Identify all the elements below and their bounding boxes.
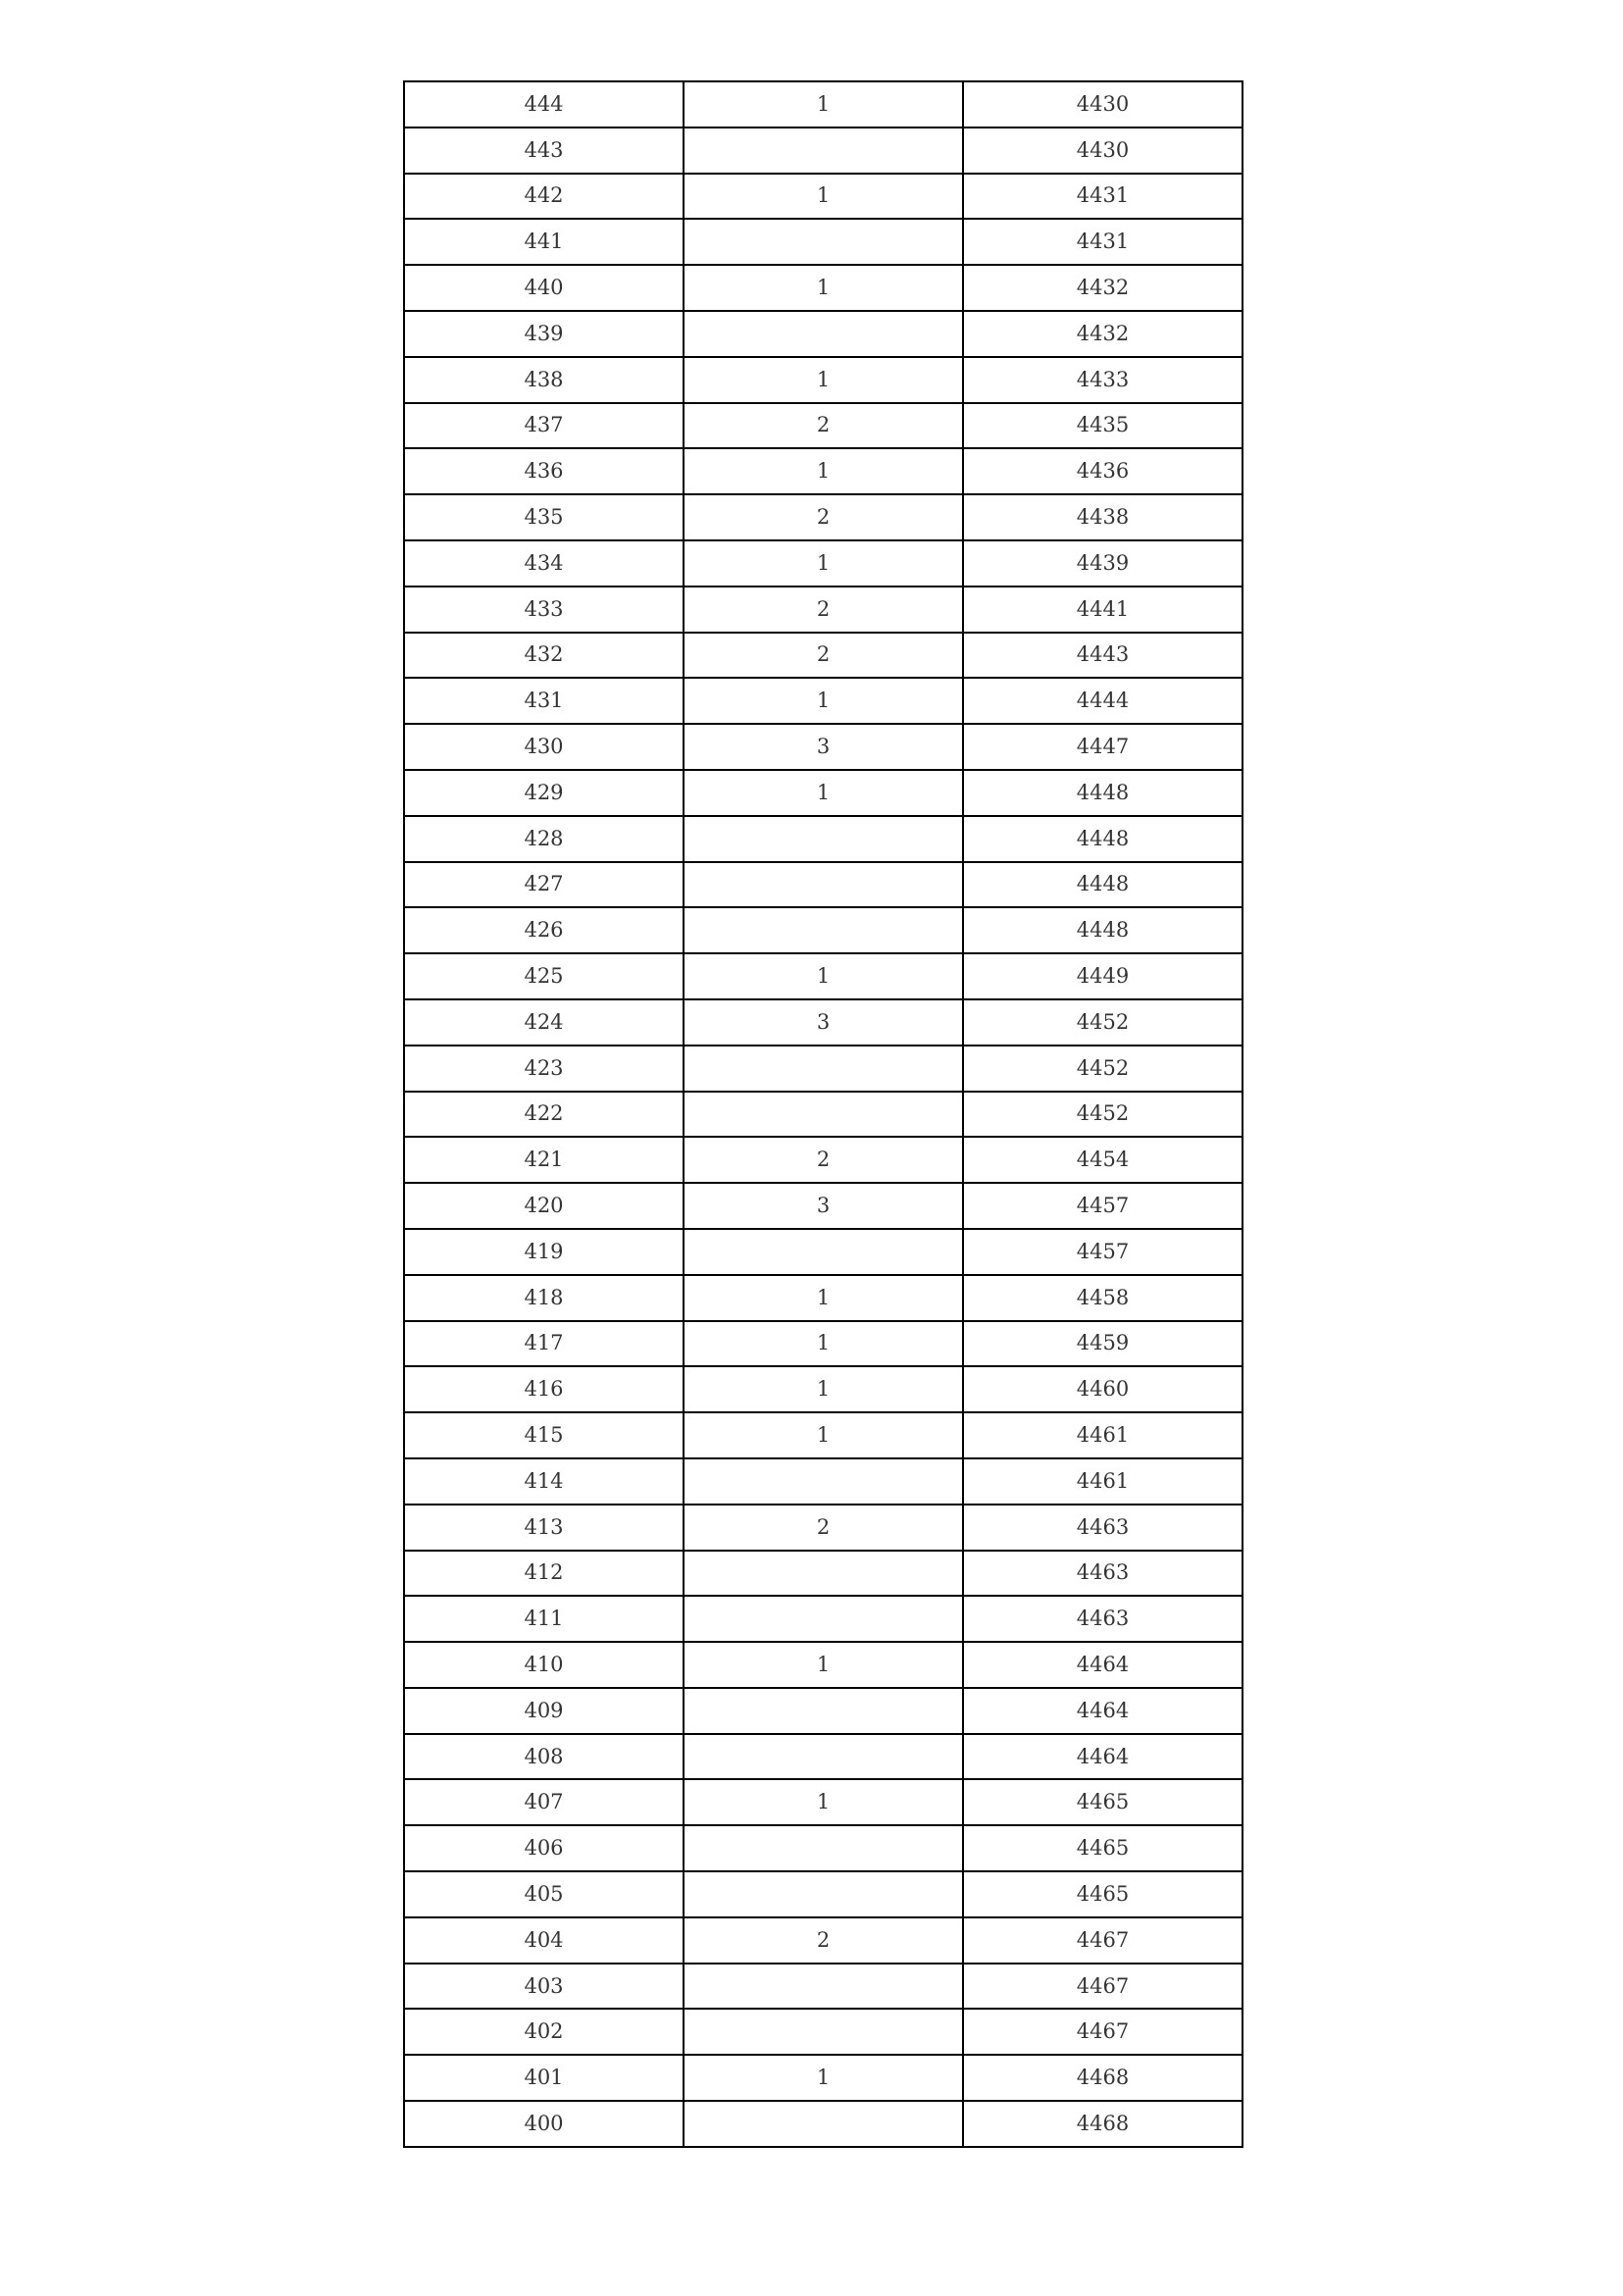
table-body [404, 81, 1243, 2147]
cumulative-cell: 4441 [963, 587, 1243, 633]
count-cell [684, 1046, 963, 1092]
table-row [404, 1092, 1243, 1138]
table-row [404, 1734, 1243, 1780]
score-cell: 405 [404, 1871, 684, 1917]
table-row [404, 1321, 1243, 1367]
count-cell: 1 [684, 1412, 963, 1458]
cumulative-cell: 4436 [963, 448, 1243, 494]
cumulative-cell: 4438 [963, 494, 1243, 540]
count-cell: 2 [684, 587, 963, 633]
cumulative-cell: 4448 [963, 770, 1243, 816]
score-cell: 402 [404, 2009, 684, 2055]
count-cell: 2 [684, 1917, 963, 1964]
count-cell: 1 [684, 174, 963, 220]
count-cell: 3 [684, 724, 963, 770]
score-cell: 406 [404, 1825, 684, 1871]
table-row [404, 1964, 1243, 2010]
table-row [404, 128, 1243, 174]
cumulative-cell: 4452 [963, 1046, 1243, 1092]
cumulative-cell: 4468 [963, 2101, 1243, 2147]
cumulative-cell: 4463 [963, 1505, 1243, 1551]
score-cell: 411 [404, 1596, 684, 1642]
count-cell: 1 [684, 1321, 963, 1367]
cumulative-cell: 4463 [963, 1551, 1243, 1597]
table-row [404, 1412, 1243, 1458]
table-row [404, 816, 1243, 862]
cumulative-cell: 4460 [963, 1366, 1243, 1412]
table-row [404, 2009, 1243, 2055]
count-cell: 1 [684, 1275, 963, 1321]
count-cell: 1 [684, 2055, 963, 2101]
score-cell: 425 [404, 953, 684, 999]
score-cell: 430 [404, 724, 684, 770]
score-cell: 421 [404, 1137, 684, 1183]
score-cell: 434 [404, 540, 684, 587]
count-cell [684, 1229, 963, 1275]
cumulative-cell: 4464 [963, 1688, 1243, 1734]
cumulative-cell: 4432 [963, 265, 1243, 311]
cumulative-cell: 4468 [963, 2055, 1243, 2101]
cumulative-cell: 4449 [963, 953, 1243, 999]
cumulative-cell: 4448 [963, 862, 1243, 908]
cumulative-cell: 4458 [963, 1275, 1243, 1321]
score-cell: 410 [404, 1642, 684, 1688]
table-row [404, 633, 1243, 679]
score-cell: 444 [404, 81, 684, 128]
count-cell: 1 [684, 265, 963, 311]
table-row [404, 1183, 1243, 1229]
count-cell: 1 [684, 540, 963, 587]
score-cell: 415 [404, 1412, 684, 1458]
table-row [404, 81, 1243, 128]
score-cell: 436 [404, 448, 684, 494]
score-cell: 416 [404, 1366, 684, 1412]
table-row [404, 219, 1243, 265]
score-cell: 400 [404, 2101, 684, 2147]
count-cell [684, 219, 963, 265]
table-row [404, 357, 1243, 403]
cumulative-cell: 4439 [963, 540, 1243, 587]
score-cell: 426 [404, 907, 684, 953]
score-cell: 433 [404, 587, 684, 633]
table-row [404, 770, 1243, 816]
table-row [404, 1366, 1243, 1412]
score-cell: 441 [404, 219, 684, 265]
score-cell: 409 [404, 1688, 684, 1734]
cumulative-cell: 4467 [963, 1964, 1243, 2010]
table-row [404, 1596, 1243, 1642]
table-row [404, 1871, 1243, 1917]
score-cell: 420 [404, 1183, 684, 1229]
table-row [404, 999, 1243, 1046]
table-row [404, 1779, 1243, 1825]
count-cell: 2 [684, 633, 963, 679]
count-cell: 1 [684, 770, 963, 816]
count-cell: 1 [684, 678, 963, 724]
table-row [404, 1688, 1243, 1734]
score-cell: 424 [404, 999, 684, 1046]
score-cell: 443 [404, 128, 684, 174]
count-cell [684, 2101, 963, 2147]
score-cell: 414 [404, 1458, 684, 1505]
count-cell: 1 [684, 357, 963, 403]
score-cell: 429 [404, 770, 684, 816]
count-cell: 1 [684, 1779, 963, 1825]
count-cell: 3 [684, 999, 963, 1046]
count-cell: 1 [684, 1642, 963, 1688]
table-row [404, 1137, 1243, 1183]
table-row [404, 1458, 1243, 1505]
count-cell [684, 1688, 963, 1734]
cumulative-cell: 4433 [963, 357, 1243, 403]
table-row [404, 1505, 1243, 1551]
score-cell: 418 [404, 1275, 684, 1321]
count-cell: 2 [684, 1505, 963, 1551]
table-row [404, 1642, 1243, 1688]
count-cell [684, 816, 963, 862]
table-row [404, 1046, 1243, 1092]
cumulative-cell: 4464 [963, 1734, 1243, 1780]
table-row [404, 862, 1243, 908]
score-cell: 419 [404, 1229, 684, 1275]
table-row [404, 907, 1243, 953]
count-cell [684, 1964, 963, 2010]
count-cell: 2 [684, 494, 963, 540]
table-row [404, 265, 1243, 311]
cumulative-cell: 4465 [963, 1871, 1243, 1917]
score-cell: 431 [404, 678, 684, 724]
score-cell: 412 [404, 1551, 684, 1597]
table-row [404, 724, 1243, 770]
score-cell: 417 [404, 1321, 684, 1367]
count-cell [684, 1092, 963, 1138]
count-cell [684, 1734, 963, 1780]
cumulative-cell: 4430 [963, 128, 1243, 174]
table-row [404, 494, 1243, 540]
cumulative-cell: 4459 [963, 1321, 1243, 1367]
count-cell: 2 [684, 1137, 963, 1183]
count-cell [684, 1596, 963, 1642]
cumulative-cell: 4461 [963, 1458, 1243, 1505]
count-cell [684, 862, 963, 908]
table-row [404, 311, 1243, 357]
score-cell: 408 [404, 1734, 684, 1780]
cumulative-cell: 4452 [963, 1092, 1243, 1138]
score-distribution-table [403, 80, 1243, 2148]
score-cell: 442 [404, 174, 684, 220]
cumulative-cell: 4443 [963, 633, 1243, 679]
cumulative-cell: 4448 [963, 816, 1243, 862]
table-row [404, 2101, 1243, 2147]
cumulative-cell: 4461 [963, 1412, 1243, 1458]
score-cell: 427 [404, 862, 684, 908]
score-cell: 423 [404, 1046, 684, 1092]
cumulative-cell: 4448 [963, 907, 1243, 953]
cumulative-cell: 4452 [963, 999, 1243, 1046]
count-cell: 1 [684, 953, 963, 999]
count-cell: 1 [684, 1366, 963, 1412]
table-row [404, 678, 1243, 724]
score-cell: 413 [404, 1505, 684, 1551]
score-cell: 432 [404, 633, 684, 679]
table-row [404, 174, 1243, 220]
table-row [404, 953, 1243, 999]
cumulative-cell: 4457 [963, 1183, 1243, 1229]
score-cell: 435 [404, 494, 684, 540]
cumulative-cell: 4465 [963, 1779, 1243, 1825]
cumulative-cell: 4463 [963, 1596, 1243, 1642]
cumulative-cell: 4454 [963, 1137, 1243, 1183]
score-cell: 404 [404, 1917, 684, 1964]
count-cell [684, 1871, 963, 1917]
cumulative-cell: 4447 [963, 724, 1243, 770]
score-cell: 403 [404, 1964, 684, 2010]
cumulative-cell: 4430 [963, 81, 1243, 128]
score-cell: 407 [404, 1779, 684, 1825]
cumulative-cell: 4431 [963, 219, 1243, 265]
table-row [404, 1551, 1243, 1597]
score-cell: 439 [404, 311, 684, 357]
table-row [404, 1917, 1243, 1964]
cumulative-cell: 4467 [963, 1917, 1243, 1964]
table-row [404, 540, 1243, 587]
score-cell: 401 [404, 2055, 684, 2101]
score-cell: 440 [404, 265, 684, 311]
count-cell [684, 1825, 963, 1871]
score-cell: 428 [404, 816, 684, 862]
count-cell: 1 [684, 448, 963, 494]
score-cell: 437 [404, 403, 684, 449]
cumulative-cell: 4465 [963, 1825, 1243, 1871]
cumulative-cell: 4457 [963, 1229, 1243, 1275]
table-row [404, 1229, 1243, 1275]
table-row [404, 403, 1243, 449]
cumulative-cell: 4467 [963, 2009, 1243, 2055]
count-cell [684, 2009, 963, 2055]
table-row [404, 1825, 1243, 1871]
score-cell: 438 [404, 357, 684, 403]
table-row [404, 1275, 1243, 1321]
table-row [404, 448, 1243, 494]
table-row [404, 587, 1243, 633]
count-cell: 2 [684, 403, 963, 449]
count-cell: 1 [684, 81, 963, 128]
score-cell: 422 [404, 1092, 684, 1138]
count-cell [684, 311, 963, 357]
count-cell [684, 1551, 963, 1597]
table-row [404, 2055, 1243, 2101]
cumulative-cell: 4464 [963, 1642, 1243, 1688]
cumulative-cell: 4431 [963, 174, 1243, 220]
cumulative-cell: 4444 [963, 678, 1243, 724]
count-cell [684, 128, 963, 174]
count-cell: 3 [684, 1183, 963, 1229]
cumulative-cell: 4432 [963, 311, 1243, 357]
count-cell [684, 1458, 963, 1505]
cumulative-cell: 4435 [963, 403, 1243, 449]
count-cell [684, 907, 963, 953]
